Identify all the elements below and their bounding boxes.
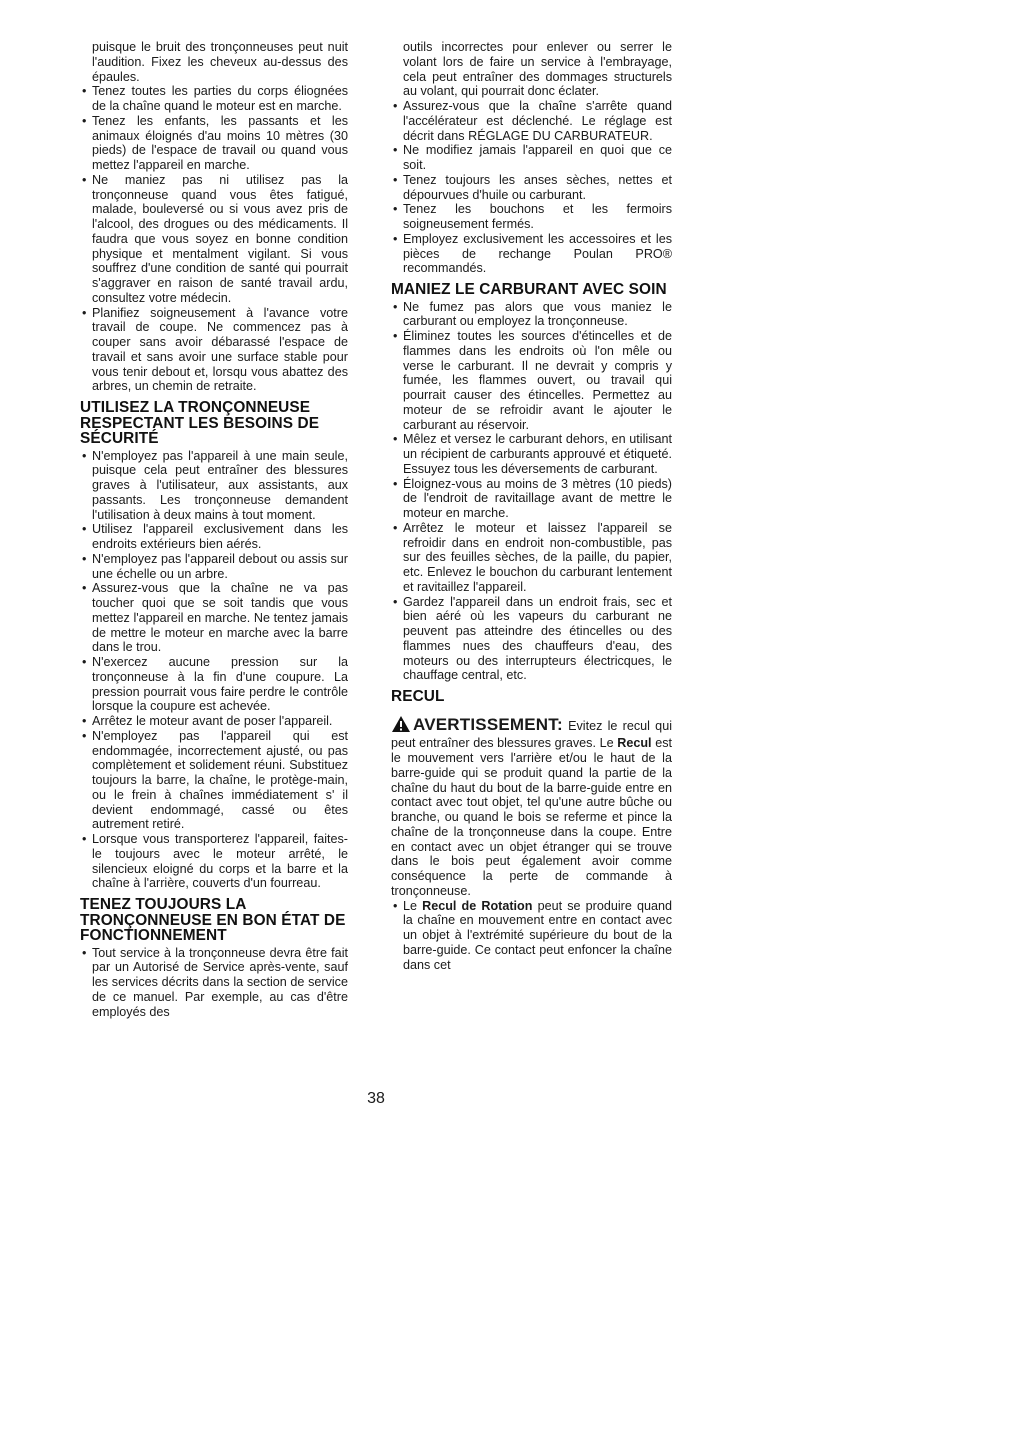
list-item: • Tenez toujours les anses sèches, nettes et dépourvues d'huile ou carburant. [391, 173, 672, 203]
list-item: • Arrêtez le moteur et laissez l'appareil se refroidir dans en endroit non-combustible, pas sur des feuilles sèches, de la paille, du papier, etc. Enlevez le bouchon du carburant lentement et ravitaillez l'appareil. [391, 521, 672, 595]
list-item: • Employez exclusivement les accessoires et les pièces de rechange Poulan PRO® recommandés. [391, 232, 672, 276]
list-item: • Ne maniez pas ni utilisez pas la tronçonneuse quand vous êtes fatigué, malade, bouleversé ou si vous avez pris de l'alcool, des drogues ou des médicaments. Il faudra que vous soyez en bonne condition physique et mentalment vigilant. Si vous souffrez d'une condition de santé qui pourrait s'aggraver en raison de santé travail ardu, consultez votre médecin. [80, 173, 348, 306]
section-heading-kickback: RECUL [391, 688, 445, 705]
safety-bullet-list [80, 449, 348, 892]
list-item: • Éliminez toutes les sources d'étincelles et de flammes dans les endroits où l'on mêle ou verse le carburant. Il ne devrait y compris y fumée, les flammes ouvert, ou travail qui pourrait causer des étincelles. Permettez au moteur de se refroidir avant le ajouter le carburant au réservoir. [391, 329, 672, 432]
kickback-warning [391, 715, 672, 899]
list-item: • N'employez pas l'appareil qui est endommagée, incorrectement ajusté, ou pas complètement et solidement réuni. Substituez toujours la barre, la chaîne, le protège-main, ou le frein à chaînes immédiatement s' il devient endommagé, cassé ou êtes autrement retiré. [80, 729, 348, 832]
right-column [391, 40, 672, 972]
fuel-bullet-list [391, 300, 672, 684]
left-column [80, 40, 348, 1019]
section-heading-safety: UTILISEZ LA TRONÇONNEUSE RESPECTANT LES BESOINS DE SÉCURITÉ [80, 399, 320, 447]
list-item: • Éloignez-vous au moins de 3 mètres (10 pieds) de l'endroit de ravitaillage avant de mettre le moteur en marche. [391, 477, 672, 521]
list-item: • Assurez-vous que la chaîne s'arrête quand l'accélérateur est déclenché. Le réglage est décrit dans RÉGLAGE DU CARBURATEUR. [391, 99, 672, 143]
intro-continuation: puisque le bruit des tronçonneuses peut nuit l'audition. Fixez les cheveux au-dessus des épaules. [92, 40, 348, 84]
kickback-bullet-list [391, 899, 672, 973]
section-heading-condition: TENEZ TOUJOURS LA TRONÇONNEUSE EN BON ÉTAT DE FONCTIONNEMENT [80, 896, 346, 944]
right-continuation: outils incorrectes pour enlever ou serrer le volant lors de faire un service à l'embrayage, cela peut entraîner des dommages structurels au volant, qui pourrait donc éclater. [403, 40, 672, 99]
maintenance-bullet-list [391, 99, 672, 276]
bullet-text: peut se produire quand la chaîne en mouvement entre en contact avec un objet à l'extrémité supérieure du bout de la barre-guide. Ce contact peut enfoncer la chaîne dans cet [403, 898, 672, 972]
warning-bold-recul: Recul [617, 736, 652, 751]
list-item: • Lorsque vous transporterez l'appareil, faites-le toujours avec le moteur arrêté, le silencieux eloigné du corps et la barre et la chaîne à l'arrière, couverts d'un fourreau. [80, 832, 348, 891]
warning-text-part2: est le mouvement vers l'arrière et/ou le haut de la barre-guide qui se produit quand la partie de la chaîne du haut du bout de la barre-guide entre en contact avec tout objet, tel qu'une autre bûche ou branche, ou quand le bois se referme et pince la chaîne de la tronçonneuse dans la coupe. Entre en contact avec un objet étranger qui se trouve dans le bois peut également avoir comme conséquence la perte de commande à tronçonneuse. [391, 736, 672, 898]
section-heading-fuel: MANIEZ LE CARBURANT AVEC SOIN [391, 281, 667, 298]
list-item: • Ne modifiez jamais l'appareil en quoi que ce soit. [391, 143, 672, 173]
page-number: 38 [367, 1090, 385, 1107]
list-item: • Ne fumez pas alors que vous maniez le carburant ou employez la tronçonneuse. [391, 300, 672, 330]
list-item: • Tenez les bouchons et les fermoirs soigneusement fermés. [391, 202, 672, 232]
list-item: • Assurez-vous que la chaîne ne va pas toucher quoi que se soit tandis que vous mettez l'appareil en marche. Ne tentez jamais de mettre le moteur en marche avec la barre dans le trou. [80, 581, 348, 655]
list-item [391, 899, 672, 973]
warning-text-part1: Evitez le recul qui peut entraîner des blessures graves. Le [391, 718, 672, 751]
warning-triangle-icon [391, 715, 411, 737]
list-item: • Utilisez l'appareil exclusivement dans les endroits extérieurs bien aérés. [80, 522, 348, 552]
list-item: • Tenez les enfants, les passants et les animaux éloignés d'au moins 10 mètres (30 pieds) de l'espace de travail ou quand vous mettez l'appareil en marche. [80, 114, 348, 173]
bullet-bold-term: Recul de Rotation [422, 898, 533, 913]
list-item: • Tout service à la tronçonneuse devra être fait par un Autorisé de Service après-vente, sauf les services décrits dans la section de service de ce manuel. Par exemple, au cas d'être employés des [80, 946, 348, 1020]
list-item: • Gardez l'appareil dans un endroit frais, sec et bien aéré où les vapeurs du carburant ne peuvent pas atteindre des étincelles ou des flammes nues des chauffeurs d'eau, des moteurs ou des interrupteurs électricques, le chauffage central, etc. [391, 595, 672, 684]
list-item: • N'exercez aucune pression sur la tronçonneuse à la fin d'une coupure. La pression pourrait vous faire perdre le contrôle lorsque la coupure est achevée. [80, 655, 348, 714]
list-item: • Mêlez et versez le carburant dehors, en utilisant un récipient de carburants approuvé et étiqueté. Essuyez tous les déversements de carburant. [391, 432, 672, 476]
list-item: • N'employez pas l'appareil debout ou assis sur une échelle ou un arbre. [80, 552, 348, 582]
intro-bullet-list [80, 84, 348, 394]
warning-label: AVERTISSEMENT: [413, 714, 563, 734]
bullet-prefix: Le [403, 898, 423, 913]
list-item: • Planifiez soigneusement à l'avance votre travail de coupe. Ne commencez pas à couper sans avoir débarassé l'espace de travail et sans avoir une surface stable pour vous tenir debout et, lorsqu vous abattez des arbres, un chemin de retraite. [80, 306, 348, 395]
condition-bullet-list [80, 946, 348, 1020]
list-item: • N'employez pas l'appareil à une main seule, puisque cela peut entraîner des blessures graves à l'utilisateur, aux assistants, aux passants. Les tronçonneuse demandent l'utilisation à deux mains à tout moment. [80, 449, 348, 523]
list-item: • Tenez toutes les parties du corps éliognées de la chaîne quand le moteur est en marche. [80, 84, 348, 114]
list-item: • Arrêtez le moteur avant de poser l'appareil. [80, 714, 348, 729]
